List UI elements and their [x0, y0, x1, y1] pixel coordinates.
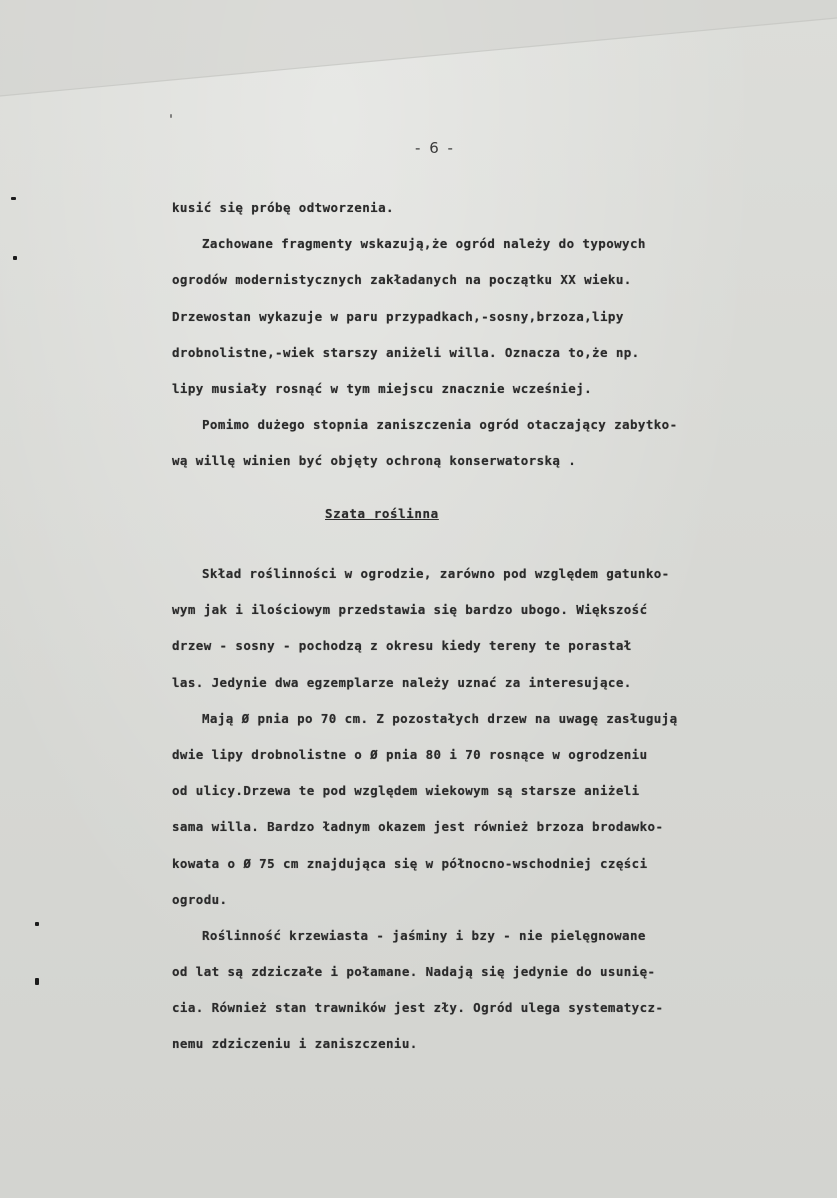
- margin-mark: [11, 197, 16, 200]
- text-line: Pomimo dużego stopnia zaniszczenia ogród otaczający zabytko-: [202, 417, 678, 433]
- text-line: Skład roślinności w ogrodzie, zarówno pod względem gatunko-: [202, 566, 670, 581]
- text-line: wą willę winien być objęty ochroną konserwatorską .: [172, 453, 577, 469]
- text-line: lipy musiały rosnąć w tym miejscu znacznie wcześniej.: [172, 380, 593, 396]
- text-line: Mają Ø pnia po 70 cm. Z pozostałych drzew na uwagę zasługują: [202, 710, 678, 726]
- text-line: drzew - sosny - pochodzą z okresu kiedy tereny te porastał: [172, 638, 632, 654]
- text-line: kusić się próbę odtworzenia.: [172, 200, 394, 215]
- margin-mark: [13, 256, 17, 260]
- text-line: drobnolistne,-wiek starszy aniżeli willa. Oznacza to,że np.: [172, 344, 640, 360]
- text-line: dwie lipy drobnolistne o Ø pnia 80 i 70 rosnące w ogrodzeniu: [172, 746, 648, 762]
- text-line: od ulicy.Drzewa te pod względem wiekowym są starsze aniżeli: [172, 783, 640, 799]
- text-line: sama willa. Bardzo ładnym okazem jest również brzoza brodawko-: [172, 819, 664, 835]
- text-line: Roślinność krzewiasta - jaśminy i bzy - nie pielęgnowane: [202, 927, 646, 943]
- text-line: ogrodu.: [172, 891, 228, 907]
- intro-paragraph: [172, 190, 812, 480]
- margin-mark: [170, 114, 172, 118]
- text-line: las. Jedynie dwa egzemplarze należy uznać za interesujące.: [172, 674, 632, 690]
- text-line: Drzewostan wykazuje w paru przypadkach,-sosny,brzoza,lipy: [172, 308, 624, 324]
- body-paragraph: [172, 556, 812, 1063]
- text-line: cia. Również stan trawników jest zły. Ogród ulega systematycz-: [172, 1000, 664, 1016]
- paper-fold-shadow: [0, 0, 837, 120]
- text-line: wym jak i ilościowym przedstawia się bardzo ubogo. Większość: [172, 602, 648, 618]
- text-line: nemu zdziczeniu i zaniszczeniu.: [172, 1036, 418, 1052]
- text-line: ogrodów modernistycznych zakładanych na początku XX wieku.: [172, 272, 632, 288]
- text-line: od lat są zdziczałe i połamane. Nadają się jedynie do usunię-: [172, 964, 656, 980]
- margin-mark: [35, 922, 39, 926]
- text-line: Zachowane fragmenty wskazują,że ogród należy do typowych: [202, 236, 646, 252]
- text-line: kowata o Ø 75 cm znajdująca się w północno-wschodniej części: [172, 855, 648, 871]
- section-heading: Szata roślinna: [325, 506, 439, 521]
- page-number: - 6 -: [415, 139, 455, 157]
- margin-mark: [35, 978, 39, 985]
